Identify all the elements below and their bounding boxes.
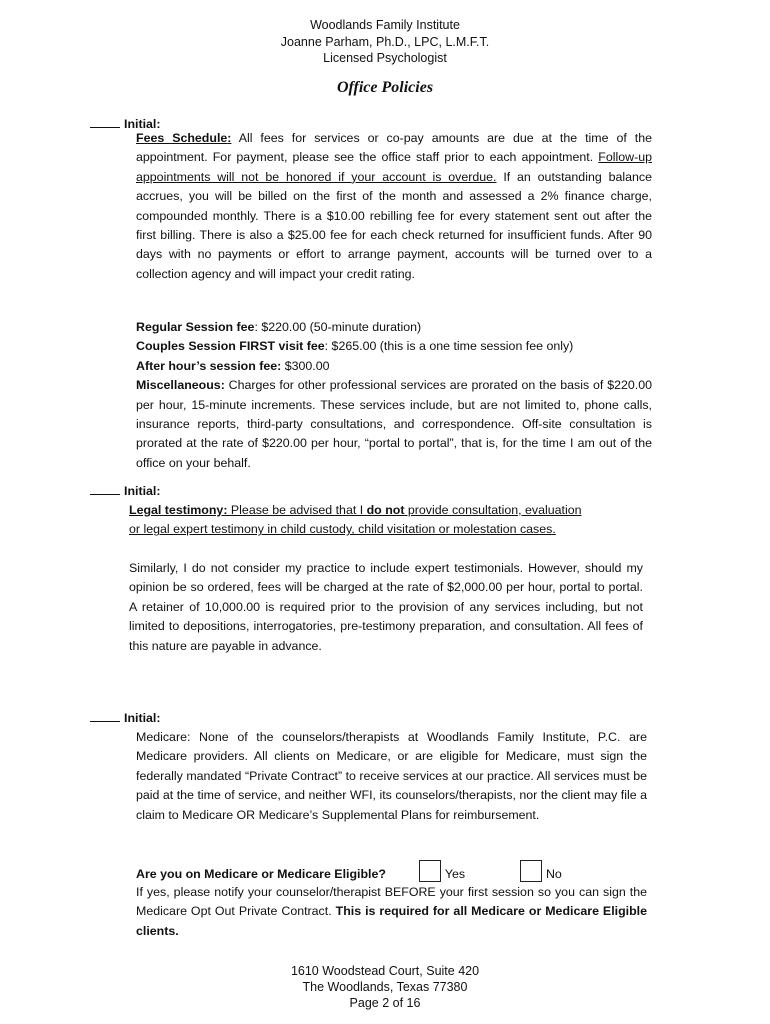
initial-blank[interactable] [90,115,120,128]
initial-label: Initial: [124,117,161,131]
yes-label: Yes [444,867,466,881]
couples-session-fee [136,337,652,356]
regular-fee-label: Regular Session fee [136,320,255,334]
medicare-paragraph [136,728,647,825]
practice-name: Woodlands Family Institute [310,18,460,32]
fees-text-1: All fees for services or co-pay amounts are due at the time of the appointment. For payment, please see the office staff prior to each appointment. [136,131,652,165]
doctor-name: Joanne Parham, Ph.D., LPC, L.M.F.T. [280,34,490,49]
legal-text-1: Please be advised that I [227,503,367,517]
after-hours-label: After hour’s session fee: [136,358,282,373]
after-hours-fee [136,357,652,376]
initial-label: Initial: [124,484,161,498]
medicare-question: Are you on Medicare or Medicare Eligible? [136,867,386,881]
expert-testimonials-paragraph [129,559,643,656]
after-hours-value: $300.00 [281,358,330,373]
regular-session-fee [136,318,652,337]
fees-heading: Fees Schedule [136,131,228,145]
medicare-question-row [136,860,656,884]
yes-checkbox[interactable] [419,860,441,882]
medicare-note [136,883,647,941]
legal-label: Legal testimony: [129,503,228,517]
fees-overdue-notice: Follow-up appointments will not be honored if your account is overdue. [136,150,652,184]
fees-text-2: If an outstanding balance accrues, you will be billed on the first of the month and assessed a 2% finance charge, compounded monthly. There is a $10.00 rebilling fee for every statement sent out after the first billing. There is also a $25.00 fee for each check returned for insufficient funds. After 90 days with no payments or effort to arrange payment, accounts will be turned over to a collection agency and will impact your credit rating. [136,169,652,281]
letterhead [0,17,770,67]
misc-label: Miscellaneous: [136,378,225,393]
fees-schedule-paragraph [136,129,652,284]
initial-blank[interactable] [90,482,120,495]
regular-fee-value: : $220.00 (50-minute duration) [254,320,422,334]
no-checkbox[interactable] [520,860,542,882]
legal-testimony-paragraph [129,501,643,540]
medicare-text: Medicare: None of the counselors/therapists at Woodlands Family Institute, P.C. are Medicare providers. All clients on Medicare, or are eligible for Medicare, must sign the federally mandated “Private Contract” to receive services at our practice. All services must be paid at the time of service, and neither WFI, its counselors/therapists, nor the client may file a claim to Medicare OR Medicare’s Supplemental Plans for reimbursement. [136,730,647,822]
initial-label: Initial: [124,711,161,725]
page-footer [0,963,770,1011]
page-number: Page 2 of 16 [349,996,421,1010]
page-title: Office Policies [336,79,434,96]
no-label: No [545,867,562,881]
couples-fee-value: : $265.00 (this is a one time session fee only) [324,339,574,354]
legal-line-2: or legal expert testimony in child custody, child visitation or molestation cases. [129,522,556,537]
medicare-note-text: If yes, please notify your counselor/therapist BEFORE your first session so you can sign the Medicare Opt Out Private Contract. [136,885,647,919]
medicare-note-required: This is required for all Medicare or Medicare Eligible clients. [136,904,647,938]
initial-field-medicare[interactable] [90,709,160,725]
misc-value: Charges for other professional services are prorated on the basis of $220.00 per hour, 15-minute increments. These services include, but are not limited to, phone calls, insurance reports, third-party consultations, and correspondence. Off-site consultation is prorated at the rate of $220.00 per hour, “portal to portal”, that is, for the time I am out of the office on your behalf. [136,378,652,470]
footer-address-1: 1610 Woodstead Court, Suite 420 [290,964,480,978]
doctor-title: Licensed Psychologist [323,51,447,65]
legal-text-2: provide consultation, evaluation [404,503,582,517]
rates-block [136,318,652,473]
miscellaneous-fees [136,376,652,473]
legal-line-1 [129,501,643,520]
footer-address-2: The Woodlands, Texas 77380 [302,980,468,994]
initial-field-legal[interactable] [90,482,160,498]
fees-colon: : [227,131,232,145]
couples-fee-label: Couples Session FIRST visit fee [136,339,325,354]
initial-blank[interactable] [90,709,120,722]
legal-do-not: do not [366,503,405,517]
expert-testimonials-text: Similarly, I do not consider my practice to include expert testimonials. However, should my opinion be so ordered, fees will be charged at the rate of $2,000.00 per hour, portal to portal. A retainer of 10,000.00 is required prior to the provision of any services including, but not limited to depositions, interrogatories, pre-testimony preparation, and consultation. All fees of this nature are payable in advance. [129,561,643,653]
